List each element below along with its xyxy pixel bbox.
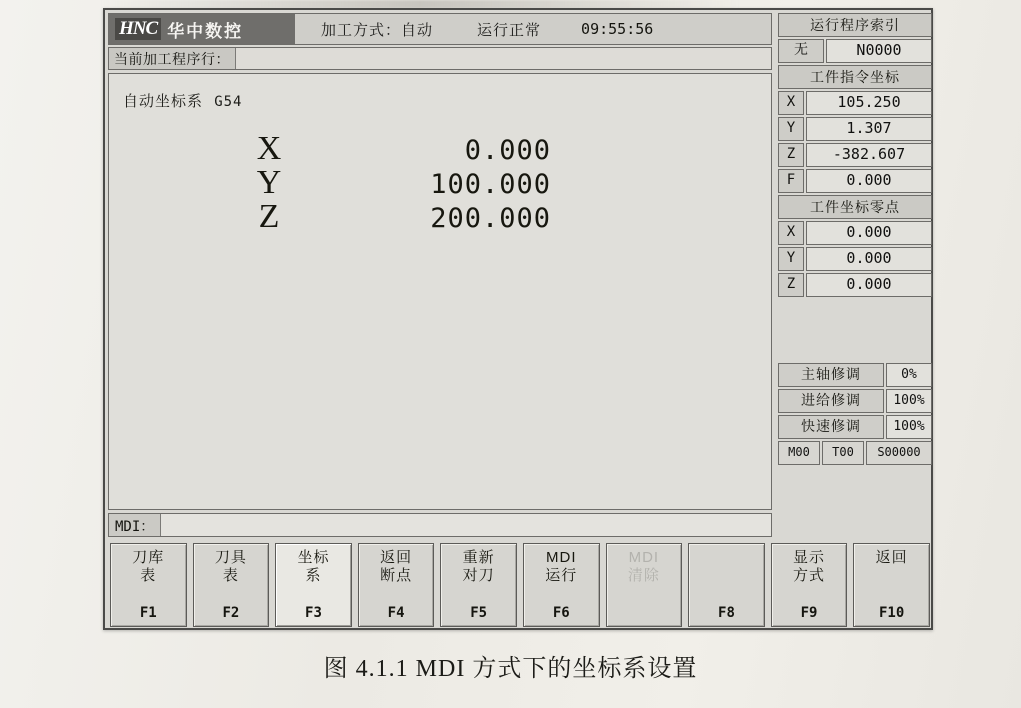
fkey-key-f6: F6 (552, 605, 570, 621)
machining-mode (321, 19, 433, 40)
brand-name: 华中数控 (167, 21, 244, 41)
scan-artifact (100, 0, 740, 8)
fkey-mdi-run[interactable] (523, 543, 600, 627)
machine-coord-axis-z: Z (778, 143, 804, 167)
rapid-override-label: 快速修调 (778, 415, 884, 439)
fkey-key-f2: F2 (222, 605, 240, 621)
rapid-override-value: 100% (886, 415, 932, 439)
fkey-label-line1: 刀库 (132, 549, 165, 566)
fkey-empty-f8[interactable] (688, 543, 765, 627)
wcs-code: G54 (214, 94, 243, 110)
feed-override-value: 100% (886, 389, 932, 413)
machine-coord-axis-x: X (778, 91, 804, 115)
fkey-retouch-tool[interactable] (440, 543, 517, 627)
axis-name-y: Y (256, 164, 282, 201)
machining-mode-label: 加工方式： (321, 21, 402, 39)
feed-override-row (778, 389, 932, 413)
main-display (108, 73, 772, 510)
fkey-label-line2: 对刀 (462, 567, 495, 584)
workpiece-zero-axis-z: Z (778, 273, 804, 297)
fkey-coordinate-system[interactable] (275, 543, 352, 627)
fkey-label-line2: 表 (140, 567, 157, 584)
workpiece-zero-row-y (778, 247, 932, 271)
fkey-key-f3: F3 (305, 605, 322, 621)
fkey-key-f5: F5 (470, 605, 488, 621)
axis-value-z[interactable]: 200.000 (430, 203, 551, 234)
mdi-input-bar[interactable] (108, 513, 772, 537)
fkey-label-line1: 返回 (875, 549, 908, 566)
workpiece-zero-row-z (778, 273, 932, 297)
rapid-override-row (778, 415, 932, 439)
axis-name-z: Z (258, 198, 280, 235)
machine-coord-row-z (778, 143, 932, 167)
axis-name-x: X (256, 130, 282, 167)
machine-coord-row-x (778, 91, 932, 115)
fkey-label-line2: 断点 (380, 567, 413, 584)
machine-coord-value-x: 105.250 (806, 91, 932, 115)
workpiece-zero-value-y: 0.000 (806, 247, 932, 271)
fkey-label-line1: 返回 (380, 549, 413, 566)
fkey-key-f9: F9 (800, 605, 818, 621)
status-sidebar (778, 13, 932, 537)
fkey-label-line1: 显示 (793, 549, 826, 566)
machine-coord-axis-y: Y (778, 117, 804, 141)
clock: 09:55:56 (581, 20, 654, 38)
function-key-bar (108, 543, 932, 627)
spindle-override-row (778, 363, 932, 387)
program-index-name: 无 (778, 39, 824, 63)
fkey-return-breakpoint[interactable] (358, 543, 435, 627)
mdi-label: MDI： (109, 514, 161, 536)
spindle-override-value: 0% (886, 363, 932, 387)
machine-coord-row-y (778, 117, 932, 141)
wcs-label-text: 自动坐标系 (123, 93, 204, 110)
logo-mark-icon: HNC (115, 18, 161, 40)
fkey-label-line2: 方式 (793, 567, 826, 584)
workpiece-zero-row-x (778, 221, 932, 245)
fkey-key-f1: F1 (139, 605, 157, 621)
fkey-mdi-clear-disabled (606, 543, 683, 627)
current-program-line-label: 当前加工程序行： (109, 48, 236, 69)
axis-value-y[interactable]: 100.000 (430, 169, 551, 200)
sidebar-spacer (778, 299, 932, 363)
fkey-label-line1: 重新 (462, 549, 495, 566)
fkey-label-line1: 刀具 (214, 549, 247, 566)
mdi-input[interactable] (161, 514, 771, 536)
machine-coord-value-f: 0.000 (806, 169, 932, 193)
s-code-status: S00000 (866, 441, 932, 465)
workpiece-zero-title: 工件坐标零点 (778, 195, 932, 219)
fkey-label-line2: 运行 (545, 567, 578, 584)
feed-override-label: 进给修调 (778, 389, 884, 413)
current-program-line (108, 47, 772, 70)
axis-offset-table (249, 132, 551, 236)
program-index-title: 运行程序索引 (778, 13, 932, 37)
titlebar (108, 13, 772, 45)
fkey-tool-magazine-table[interactable] (110, 543, 187, 627)
cnc-panel (103, 8, 933, 630)
mts-status-row (778, 441, 932, 465)
machine-coord-value-y: 1.307 (806, 117, 932, 141)
program-index-block: N0000 (826, 39, 932, 63)
fkey-label-line1: 坐标 (297, 549, 330, 566)
spindle-override-label: 主轴修调 (778, 363, 884, 387)
fkey-key-f8: F8 (718, 605, 735, 621)
fkey-key-f10: F10 (878, 605, 905, 621)
machine-coord-value-z: -382.607 (806, 143, 932, 167)
workpiece-zero-value-x: 0.000 (806, 221, 932, 245)
fkey-label-line2: 系 (305, 567, 322, 584)
axis-value-x[interactable]: 0.000 (464, 135, 551, 166)
machine-coord-row-f (778, 169, 932, 193)
fkey-display-mode[interactable] (771, 543, 848, 627)
fkey-label-line1: MDI (546, 549, 577, 566)
fkey-label-line1: MDI (628, 549, 660, 566)
m-code-status: M00 (778, 441, 820, 465)
fkey-label-line2: 表 (222, 567, 239, 584)
program-index-row (778, 39, 932, 63)
machining-mode-value: 自动 (401, 21, 434, 39)
machine-coord-axis-f: F (778, 169, 804, 193)
fkey-return[interactable] (853, 543, 930, 627)
figure-caption: 图 4.1.1 MDI 方式下的坐标系设置 (323, 656, 698, 682)
run-status: 运行正常 (477, 21, 542, 39)
machine-coord-title: 工件指令坐标 (778, 65, 932, 89)
fkey-tool-table[interactable] (193, 543, 270, 627)
wcs-label (123, 90, 242, 111)
fkey-key-f4: F4 (387, 605, 405, 621)
workpiece-zero-axis-x: X (778, 221, 804, 245)
workpiece-zero-axis-y: Y (778, 247, 804, 271)
brand-logo (109, 14, 295, 44)
current-program-line-value (236, 48, 771, 69)
workpiece-zero-value-z: 0.000 (806, 273, 932, 297)
t-code-status: T00 (822, 441, 864, 465)
fkey-label-line2: 清除 (627, 567, 660, 584)
